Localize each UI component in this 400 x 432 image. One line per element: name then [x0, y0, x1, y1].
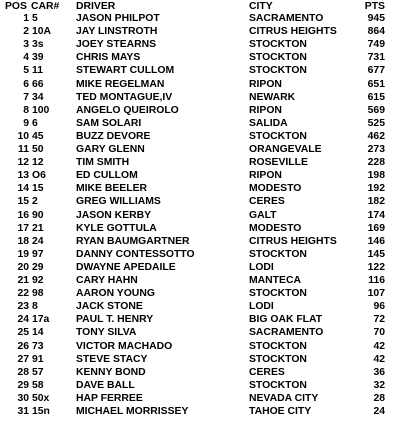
driver-position: 11 — [18, 144, 29, 155]
driver-name: KENNY BOND — [76, 366, 146, 378]
driver-points: 96 — [373, 301, 385, 313]
driver-position: 6 — [23, 78, 29, 90]
car-number: 92 — [32, 275, 44, 286]
driver-city: CITRUS HEIGHTS — [249, 235, 337, 247]
driver-position: 13 — [17, 170, 29, 182]
driver-position: 21 — [17, 275, 29, 286]
header-city: CITY — [249, 1, 273, 12]
driver-points: 462 — [367, 130, 385, 142]
driver-name: JAY LINSTROTH — [76, 26, 158, 38]
car-number: 24 — [32, 235, 44, 247]
driver-city: NEVADA CITY — [249, 392, 319, 404]
driver-position: 14 — [17, 183, 29, 195]
table-row — [0, 64, 400, 78]
table-row — [0, 143, 400, 157]
driver-points: 525 — [367, 117, 385, 129]
table-row — [0, 405, 400, 419]
car-number: 5 — [32, 13, 38, 24]
driver-points: 145 — [367, 248, 385, 260]
driver-city: STOCKTON — [249, 248, 307, 260]
driver-points: 122 — [367, 261, 385, 273]
car-number: 97 — [32, 248, 44, 260]
driver-name: TIM SMITH — [76, 157, 130, 169]
car-number: 11 — [32, 65, 43, 77]
table-row — [0, 169, 400, 183]
driver-position: 26 — [17, 340, 29, 352]
driver-points: 24 — [373, 406, 385, 417]
driver-position: 20 — [17, 261, 29, 273]
table-row — [0, 209, 400, 223]
driver-points: 228 — [367, 157, 385, 169]
driver-position: 28 — [17, 366, 29, 378]
driver-city: RIPON — [249, 78, 282, 90]
driver-name: TONY SILVA — [76, 327, 137, 339]
car-number: 66 — [32, 78, 44, 90]
header-driver: DRIVER — [76, 1, 116, 12]
header-pos: POS — [5, 1, 27, 12]
driver-points: 615 — [367, 91, 385, 103]
driver-city: MANTECA — [249, 275, 301, 286]
driver-name: PAUL T. HENRY — [76, 314, 154, 326]
driver-points: 116 — [368, 275, 385, 286]
driver-city: STOCKTON — [249, 52, 307, 64]
car-number: 14 — [32, 327, 44, 339]
car-number: 3s — [32, 39, 44, 51]
car-number: 8 — [32, 301, 38, 313]
table-row — [0, 117, 400, 131]
driver-position: 22 — [17, 288, 29, 300]
table-row — [0, 195, 400, 209]
table-row — [0, 261, 400, 275]
driver-points: 72 — [373, 314, 385, 326]
driver-name: DAVE BALL — [76, 379, 135, 391]
table-row — [0, 274, 400, 288]
driver-points: 42 — [373, 353, 385, 365]
table-row — [0, 78, 400, 92]
driver-position: 23 — [17, 301, 29, 313]
driver-city: CERES — [249, 196, 285, 208]
driver-city: GALT — [249, 209, 277, 221]
table-row — [0, 379, 400, 393]
car-number: 90 — [32, 209, 44, 221]
driver-position: 24 — [17, 314, 29, 326]
table-row — [0, 25, 400, 39]
car-number: 34 — [32, 91, 44, 103]
driver-points: 174 — [367, 209, 385, 221]
driver-points: 42 — [373, 340, 385, 352]
driver-points: 28 — [373, 392, 385, 404]
driver-points: 945 — [367, 13, 385, 24]
driver-points: 569 — [367, 104, 385, 116]
car-number: O6 — [32, 170, 46, 182]
header-points: PTS — [364, 1, 385, 12]
driver-city: SACRAMENTO — [249, 13, 324, 24]
driver-name: RYAN BAUMGARTNER — [76, 235, 190, 247]
car-number: 73 — [32, 340, 44, 352]
driver-city: RIPON — [249, 170, 282, 182]
car-number: 100 — [32, 104, 50, 116]
driver-city: STOCKTON — [249, 340, 307, 352]
table-row — [0, 222, 400, 236]
driver-points: 107 — [367, 288, 385, 300]
driver-points: 70 — [373, 327, 385, 339]
driver-points: 198 — [367, 170, 385, 182]
driver-city: BIG OAK FLAT — [249, 314, 323, 326]
car-number: 39 — [32, 52, 44, 64]
car-number: 15 — [32, 183, 44, 195]
driver-city: LODI — [249, 301, 274, 313]
driver-city: LODI — [249, 261, 274, 273]
car-number: 58 — [32, 379, 44, 391]
driver-name: STEWART CULLOM — [76, 65, 175, 77]
table-row — [0, 38, 400, 52]
table-row — [0, 248, 400, 262]
driver-position: 31 — [17, 406, 29, 417]
driver-position: 16 — [17, 209, 29, 221]
driver-city: ROSEVILLE — [249, 157, 308, 169]
car-number: 45 — [32, 130, 44, 142]
driver-name: KYLE GOTTULA — [76, 222, 157, 234]
driver-name: SAM SOLARI — [76, 117, 142, 129]
table-row — [0, 130, 400, 144]
car-number: 98 — [32, 288, 44, 300]
table-row — [0, 287, 400, 301]
driver-name: MIKE REGELMAN — [76, 78, 165, 90]
driver-position: 5 — [23, 65, 29, 77]
table-row — [0, 300, 400, 314]
table-row — [0, 392, 400, 406]
car-number: 21 — [32, 222, 44, 234]
driver-name: STEVE STACY — [76, 353, 148, 365]
table-row — [0, 235, 400, 249]
driver-city: STOCKTON — [249, 288, 307, 300]
driver-city: RIPON — [249, 104, 282, 116]
car-number: 6 — [32, 117, 38, 129]
driver-city: CERES — [249, 366, 285, 378]
driver-position: 9 — [23, 117, 29, 129]
driver-points: 677 — [367, 65, 385, 77]
driver-name: TED MONTAGUE,IV — [76, 91, 173, 103]
driver-position: 19 — [17, 248, 29, 260]
driver-name: BUZZ DEVORE — [76, 130, 151, 142]
driver-points: 169 — [367, 222, 385, 234]
driver-points: 146 — [367, 235, 385, 247]
table-row — [0, 313, 400, 327]
car-number: 91 — [32, 353, 44, 365]
driver-city: CITRUS HEIGHTS — [249, 26, 337, 38]
driver-name: MICHAEL MORRISSEY — [76, 406, 189, 417]
car-number: 17a — [32, 314, 50, 326]
driver-city: STOCKTON — [249, 39, 307, 51]
driver-name: JASON PHILPOT — [76, 13, 160, 24]
driver-name: ED CULLOM — [76, 170, 138, 182]
table-row — [0, 51, 400, 65]
driver-name: JASON KERBY — [76, 209, 152, 221]
table-row — [0, 12, 400, 26]
driver-name: HAP FERREE — [76, 392, 143, 404]
car-number: 57 — [32, 366, 44, 378]
driver-position: 1 — [23, 13, 29, 24]
driver-city: STOCKTON — [249, 130, 307, 142]
car-number: 50 — [32, 144, 44, 155]
driver-position: 27 — [17, 353, 29, 365]
driver-city: SACRAMENTO — [249, 327, 324, 339]
driver-points: 32 — [373, 379, 385, 391]
driver-points: 651 — [367, 78, 385, 90]
driver-position: 18 — [17, 235, 29, 247]
driver-city: NEWARK — [249, 91, 296, 103]
driver-points: 192 — [367, 183, 385, 195]
table-row — [0, 156, 400, 170]
driver-points: 749 — [367, 39, 385, 51]
driver-name: AARON YOUNG — [76, 288, 155, 300]
driver-position: 30 — [17, 392, 29, 404]
table-row — [0, 104, 400, 118]
car-number: 2 — [32, 196, 38, 208]
driver-city: STOCKTON — [249, 379, 307, 391]
driver-name: CHRIS MAYS — [76, 52, 141, 64]
header-car-number: CAR# — [31, 1, 60, 12]
driver-position: 15 — [17, 196, 29, 208]
car-number: 12 — [32, 157, 44, 169]
driver-position: 4 — [23, 52, 29, 64]
driver-name: DANNY CONTESSOTTO — [76, 248, 195, 260]
driver-name: JACK STONE — [76, 301, 143, 313]
driver-city: ORANGEVALE — [249, 144, 322, 155]
driver-points: 273 — [367, 144, 385, 155]
table-row — [0, 182, 400, 196]
car-number: 15n — [32, 406, 50, 417]
driver-name: MIKE BEELER — [76, 183, 148, 195]
driver-position: 2 — [23, 26, 29, 38]
car-number: 10A — [32, 26, 52, 38]
driver-points: 36 — [373, 366, 385, 378]
driver-name: ANGELO QUEIROLO — [76, 104, 179, 116]
table-row — [0, 353, 400, 367]
driver-name: CARY HAHN — [76, 275, 138, 286]
driver-position: 17 — [17, 222, 29, 234]
driver-position: 8 — [23, 104, 29, 116]
driver-city: STOCKTON — [249, 65, 307, 77]
driver-city: MODESTO — [249, 222, 302, 234]
table-row — [0, 340, 400, 354]
driver-position: 25 — [17, 327, 29, 339]
driver-position: 3 — [23, 39, 29, 51]
driver-position: 29 — [17, 379, 29, 391]
driver-points: 182 — [367, 196, 385, 208]
driver-name: GARY GLENN — [76, 144, 145, 155]
car-number: 29 — [32, 261, 44, 273]
driver-city: SALIDA — [249, 117, 288, 129]
driver-city: STOCKTON — [249, 353, 307, 365]
driver-points: 864 — [367, 26, 385, 38]
driver-city: TAHOE CITY — [249, 406, 312, 417]
driver-name: GREG WILLIAMS — [76, 196, 161, 208]
table-row — [0, 326, 400, 340]
table-row — [0, 91, 400, 105]
driver-name: DWAYNE APEDAILE — [76, 261, 176, 273]
driver-position: 7 — [23, 91, 29, 103]
driver-city: MODESTO — [249, 183, 302, 195]
driver-name: VICTOR MACHADO — [76, 340, 173, 352]
car-number: 50x — [32, 392, 50, 404]
driver-points: 731 — [367, 52, 385, 64]
driver-position: 12 — [17, 157, 29, 169]
driver-position: 10 — [17, 130, 29, 142]
table-row — [0, 366, 400, 380]
driver-name: JOEY STEARNS — [76, 39, 157, 51]
